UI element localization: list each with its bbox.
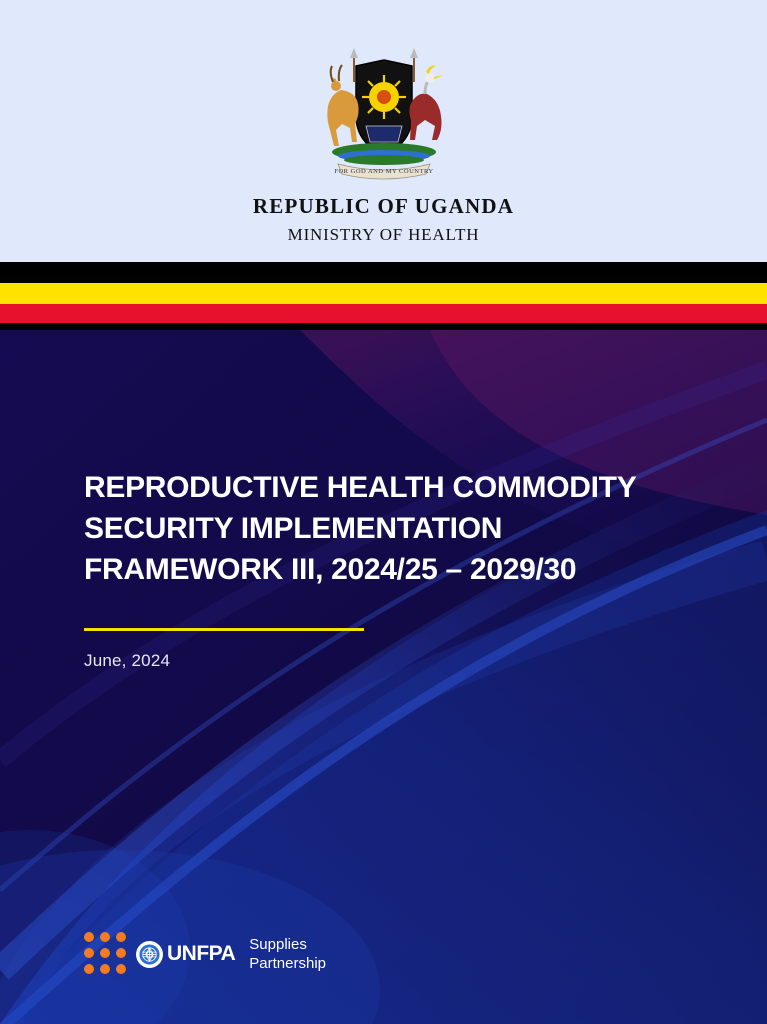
decorative-background — [0, 330, 767, 1024]
document-header — [0, 0, 767, 262]
logo-tagline-line-1: Supplies — [249, 936, 307, 953]
logo-tagline-line-2: Partnership — [249, 955, 326, 972]
title-divider — [84, 628, 364, 631]
country-name: REPUBLIC OF UGANDA — [252, 194, 515, 218]
unfpa-wordmark — [136, 941, 235, 968]
unfpa-supplies-partnership-logo — [84, 932, 326, 976]
document-date: June, 2024 — [84, 651, 171, 670]
document-title-line-1: REPRODUCTIVE HEALTH COMMODITY — [84, 471, 637, 504]
un-emblem-icon — [136, 941, 163, 968]
svg-text:FOR GOD AND MY COUNTRY: FOR GOD AND MY COUNTRY — [333, 168, 434, 175]
document-title-line-2: SECURITY IMPLEMENTATION — [84, 512, 503, 545]
uganda-coat-of-arms-icon — [294, 42, 474, 182]
logo-tagline — [249, 935, 326, 973]
stripe-yellow — [0, 283, 767, 304]
stripe-black — [0, 262, 767, 283]
stripe-red — [0, 304, 767, 323]
title-block — [84, 467, 714, 671]
ministry-name: MINISTRY OF HEALTH — [287, 225, 480, 244]
uganda-flag-stripes — [0, 262, 767, 330]
document-title — [84, 467, 714, 590]
stripe-black-bottom — [0, 323, 767, 330]
cover-panel — [0, 330, 767, 1024]
unfpa-label: UNFPA — [167, 942, 236, 965]
dot-grid-icon — [84, 932, 128, 976]
document-title-line-3: FRAMEWORK III, 2024/25 – 2029/30 — [84, 553, 577, 586]
